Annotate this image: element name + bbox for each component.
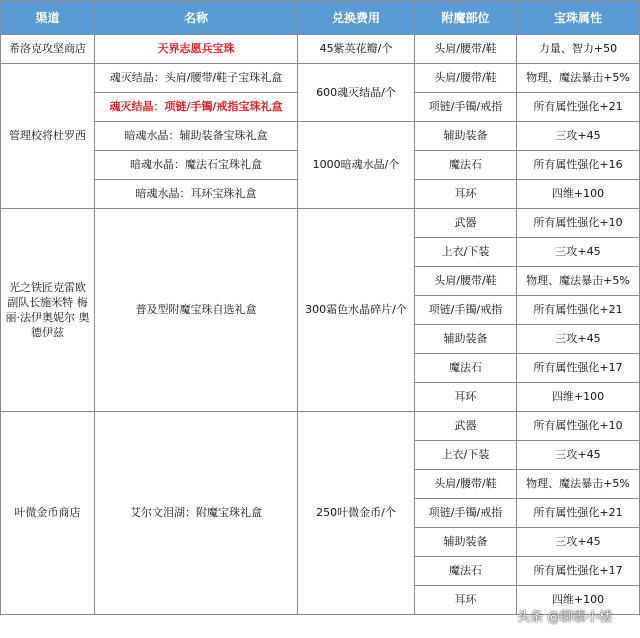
attribute-cell: 物理、魔法暴击+5% <box>517 470 640 499</box>
slot-cell: 耳环 <box>415 586 517 615</box>
slot-cell: 武器 <box>415 209 517 238</box>
slot-cell: 头肩/腰带/鞋 <box>415 64 517 93</box>
slot-cell: 耳环 <box>415 383 517 412</box>
name-cell: 魂灭结晶：头肩/腰带/鞋子宝珠礼盒 <box>95 64 298 93</box>
slot-cell: 耳环 <box>415 180 517 209</box>
attribute-cell: 三攻+45 <box>517 528 640 557</box>
header-name: 名称 <box>95 1 298 35</box>
slot-cell: 项链/手镯/戒指 <box>415 499 517 528</box>
slot-cell: 项链/手镯/戒指 <box>415 296 517 325</box>
slot-cell: 魔法石 <box>415 557 517 586</box>
channel-cell: 光之铁匠克雷欧 副队长施米特 梅丽·法伊奥妮尔 奥德伊兹 <box>1 209 95 412</box>
attribute-cell: 三攻+45 <box>517 325 640 354</box>
header-slot: 附魔部位 <box>415 1 517 35</box>
attribute-cell: 四维+100 <box>517 383 640 412</box>
attribute-cell: 所有属性强化+21 <box>517 93 640 122</box>
slot-cell: 辅助装备 <box>415 325 517 354</box>
cost-cell: 1000暗魂水晶/个 <box>298 122 415 209</box>
slot-cell: 辅助装备 <box>415 528 517 557</box>
channel-cell: 叶微金币商店 <box>1 412 95 615</box>
slot-cell: 头肩/腰带/鞋 <box>415 35 517 64</box>
slot-cell: 上衣/下装 <box>415 238 517 267</box>
attribute-cell: 物理、魔法暴击+5% <box>517 267 640 296</box>
watermark-text: 头条 @聊霸小楼 <box>517 610 613 625</box>
slot-cell: 武器 <box>415 412 517 441</box>
table-row <box>1 209 640 238</box>
channel-cell: 管理校将杜罗西 <box>1 64 95 209</box>
slot-cell: 魔法石 <box>415 354 517 383</box>
table-row <box>1 64 640 93</box>
name-cell: 艾尔文泪湖：附魔宝珠礼盒 <box>95 412 298 615</box>
header-channel: 渠道 <box>1 1 95 35</box>
name-cell: 魂灭结晶：项链/手镯/戒指宝珠礼盒 <box>95 93 298 122</box>
attribute-cell: 所有属性强化+21 <box>517 499 640 528</box>
cost-cell: 250叶微金币/个 <box>298 412 415 615</box>
slot-cell: 项链/手镯/戒指 <box>415 93 517 122</box>
cost-cell: 600魂灭结晶/个 <box>298 64 415 122</box>
attribute-cell: 所有属性强化+17 <box>517 354 640 383</box>
cost-cell: 45紫英花瓣/个 <box>298 35 415 64</box>
slot-cell: 头肩/腰带/鞋 <box>415 267 517 296</box>
header-attribute: 宝珠属性 <box>517 1 640 35</box>
attribute-cell: 所有属性强化+10 <box>517 209 640 238</box>
slot-cell: 头肩/腰带/鞋 <box>415 470 517 499</box>
table-row <box>1 122 640 151</box>
attribute-cell: 所有属性强化+16 <box>517 151 640 180</box>
attribute-cell: 三攻+45 <box>517 238 640 267</box>
table-row <box>1 35 640 64</box>
slot-cell: 魔法石 <box>415 151 517 180</box>
name-cell: 暗魂水晶：魔法石宝珠礼盒 <box>95 151 298 180</box>
attribute-cell: 所有属性强化+21 <box>517 296 640 325</box>
name-cell: 普及型附魔宝珠自选礼盒 <box>95 209 298 412</box>
attribute-cell: 所有属性强化+10 <box>517 412 640 441</box>
attribute-cell: 物理、魔法暴击+5% <box>517 64 640 93</box>
attribute-cell: 力量、智力+50 <box>517 35 640 64</box>
table-row <box>1 412 640 441</box>
table-header-row <box>1 1 640 35</box>
name-cell: 暗魂水晶：辅助装备宝珠礼盒 <box>95 122 298 151</box>
slot-cell: 上衣/下装 <box>415 441 517 470</box>
name-cell: 天界志愿兵宝珠 <box>95 35 298 64</box>
cost-cell: 300霜色水晶碎片/个 <box>298 209 415 412</box>
name-cell: 暗魂水晶：耳环宝珠礼盒 <box>95 180 298 209</box>
header-cost: 兑换费用 <box>298 1 415 35</box>
attribute-cell: 三攻+45 <box>517 122 640 151</box>
channel-cell: 希洛克攻坚商店 <box>1 35 95 64</box>
attribute-cell: 三攻+45 <box>517 441 640 470</box>
attribute-cell: 四维+100 <box>517 586 640 615</box>
attribute-cell: 四维+100 <box>517 180 640 209</box>
slot-cell: 辅助装备 <box>415 122 517 151</box>
attribute-cell: 所有属性强化+17 <box>517 557 640 586</box>
